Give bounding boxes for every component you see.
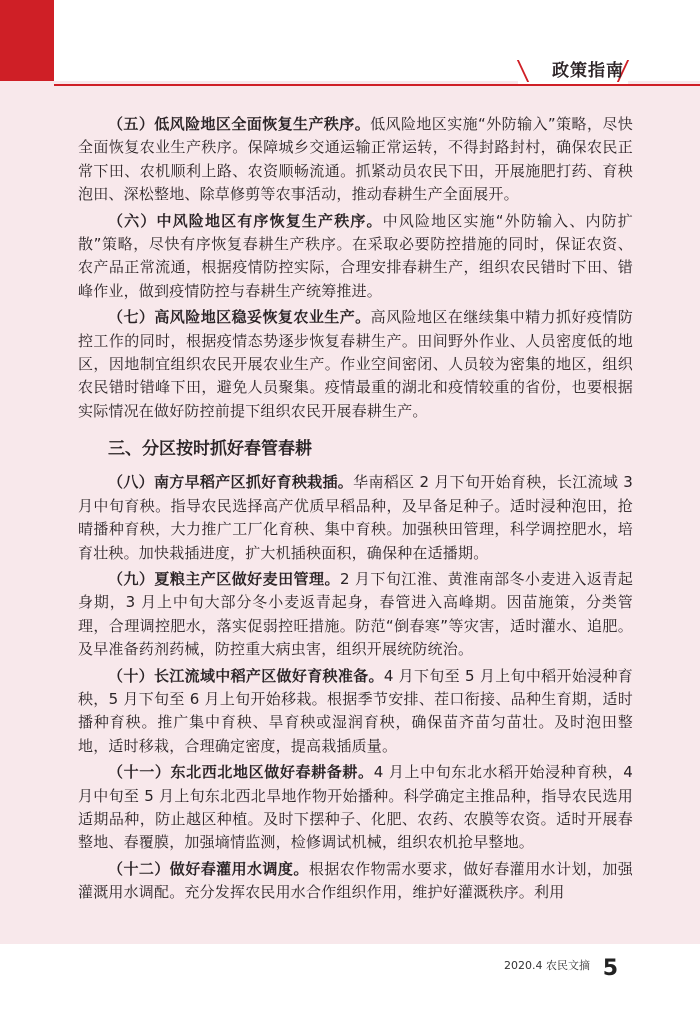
header-rule bbox=[54, 84, 700, 86]
corner-red-block bbox=[0, 0, 54, 86]
paragraph-lead: （十二）做好春灌用水调度。 bbox=[108, 859, 309, 878]
section-heading: 三、分区按时抓好春管春耕 bbox=[108, 439, 312, 460]
paragraph-lead: （八）南方早稻产区抓好育秧栽插。 bbox=[108, 473, 354, 492]
paragraph bbox=[78, 568, 633, 662]
paragraph-body: 4 月上中旬东北水稻开始浸种育秧，4 月中旬至 5 月上旬东北西北旱地作物开始播种。科学确定主推品种，指导农民选用适期品种，防止越区种植。及时下摆种子、化肥、农药、农膜等农资。适时开展春整地、春覆膜，加强墒情监测，检修调试机械，组织农机抢早整地。 bbox=[78, 763, 633, 852]
paragraph-lead: （十）长江流域中稻产区做好育秧准备。 bbox=[108, 666, 384, 685]
paragraph-body: 根据农作物需水要求，做好春灌用水计划，加强灌溉用水调配。充分发挥农民用水合作组织作用，维护好灌溉秩序。利用 bbox=[78, 859, 633, 902]
paragraph-lead: （十一）东北西北地区做好春耕备耕。 bbox=[108, 763, 374, 782]
paragraph bbox=[78, 210, 633, 304]
article-body bbox=[78, 113, 633, 908]
paragraph-body: 低风险地区实施“外防输入”策略，尽快全面恢复农业生产秩序。保障城乡交通运输正常运转，不得封路封村，确保农民正常下田、农机顺利上路、农资顺畅流通。抓紧动员农民下田，开展施肥打药、育秧泡田、深松整地、除草修剪等农事活动，推动春耕生产全面展开。 bbox=[78, 115, 633, 204]
paragraph bbox=[78, 306, 633, 423]
section-title: 政策指南 bbox=[552, 61, 624, 81]
paragraph bbox=[78, 665, 633, 759]
paragraph-body: 4 月下旬至 5 月上旬中稻开始浸种育秧，5 月下旬至 6 月上旬开始移栽。根据季节安排、茬口衔接、品种生育期，适时播种育秧。推广集中育秧、旱育秧或湿润育秧，确保苗齐苗匀苗壮。及时泡田整地，适时移栽，合理确定密度，提高栽插质量。 bbox=[78, 666, 633, 755]
paragraph-body: 高风险地区在继续集中精力抓好疫情防控工作的同时，根据疫情态势逐步恢复春耕生产。田间野外作业、人员密度低的地区，因地制宜组织农民开展农业生产。作业空间密闭、人员较为密集的地区，组织农民错时错峰下田，避免人员聚集。疫情最重的湖北和疫情较重的省份，也要根据实际情况在做好防控前提下组织农民开展春耕生产。 bbox=[78, 308, 633, 420]
paragraph bbox=[78, 113, 633, 207]
paragraph-body: 华南稻区 2 月下旬开始育秧，长江流域 3 月中旬育秧。指导农民选择高产优质早稻品种，及早备足种子。适时浸种泡田，抢晴播种育秧，大力推广工厂化育秧、集中育秧。加强秧田管理，科学调控肥水，培育壮秧。加快栽插进度，扩大机插秧面积，确保种在适播期。 bbox=[78, 473, 633, 562]
paragraph-body: 2 月下旬江淮、黄淮南部冬小麦进入返青起身期，3 月上中旬大部分冬小麦返青起身，春管进入高峰期。因苗施策，分类管理，合理调控肥水，落实促弱控旺措施。防范“倒春寒”等灾害，适时灌水、追肥。及早准备药剂药械，防控重大病虫害，组织开展统防统治。 bbox=[78, 569, 633, 659]
paragraph bbox=[78, 858, 633, 905]
paragraph-lead: （七）高风险地区稳妥恢复农业生产。 bbox=[108, 308, 371, 327]
footer-issue: 2020.4 农民文摘 bbox=[504, 959, 590, 972]
paragraph bbox=[78, 471, 633, 565]
page-number: 5 bbox=[602, 956, 618, 981]
paragraph-body: 中风险地区实施“外防输入、内防扩散”策略，尽快有序恢复春耕生产秩序。在采取必要防控措施的同时，保证农资、农产品正常流通，根据疫情防控实际，合理安排春耕生产，组织农民错时下田、错峰作业，做到疫情防控与春耕生产统筹推进。 bbox=[78, 211, 633, 300]
paragraph-lead: （五）低风险地区全面恢复生产秩序。 bbox=[108, 115, 371, 133]
paragraph-lead: （六）中风险地区有序恢复生产秩序。 bbox=[108, 211, 383, 230]
paragraph bbox=[78, 761, 633, 855]
paragraph-lead: （九）夏粮主产区做好麦田管理。 bbox=[108, 569, 340, 588]
